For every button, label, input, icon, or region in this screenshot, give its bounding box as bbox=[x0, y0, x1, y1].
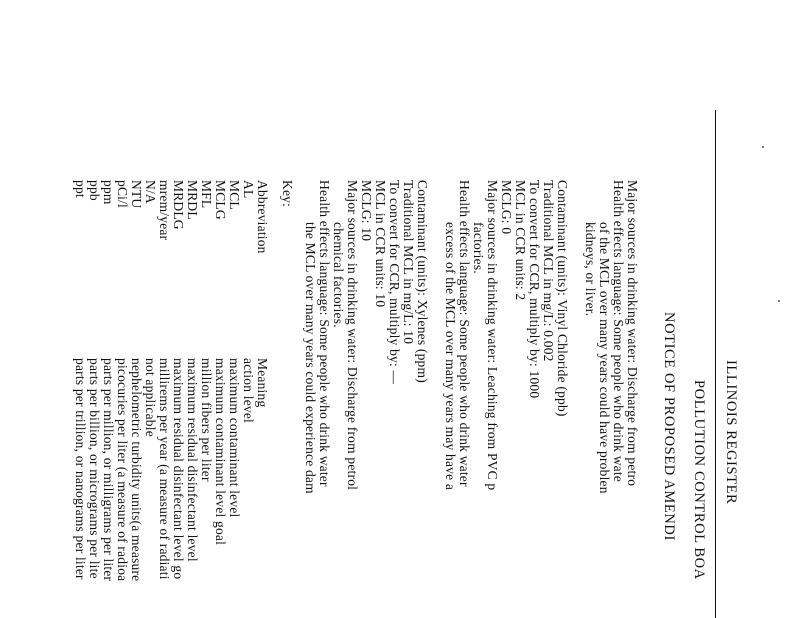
text-line: Health effects language: Some people who drink water bbox=[457, 180, 472, 487]
text-line: MCL in CCR units: 10 bbox=[373, 180, 388, 308]
abbr-cell: ppb bbox=[87, 180, 102, 201]
meaning-cell: maximum contaminant level goal bbox=[213, 358, 228, 546]
notice-heading: NOTICE OF PROPOSED AMENDI bbox=[661, 312, 677, 541]
abbr-cell: MCLG bbox=[213, 180, 228, 220]
abbr-column-header: Abbreviation bbox=[255, 180, 270, 254]
text-line: Major sources in drinking water: Discharge from petro bbox=[625, 180, 640, 487]
meaning-cell: maximum residual disinfectant level bbox=[185, 358, 200, 562]
text-line: chemical factories. bbox=[331, 222, 346, 328]
meaning-cell: millirems per year (a measure of radiati bbox=[157, 358, 172, 580]
abbr-cell: pCi/l bbox=[115, 180, 130, 209]
text-line: kidneys, or liver. bbox=[583, 222, 598, 317]
scan-speck bbox=[762, 146, 764, 148]
abbr-cell: mrem/year bbox=[157, 180, 172, 241]
abbr-cell: MRDLG bbox=[171, 180, 186, 230]
text-line: factories. bbox=[471, 222, 486, 274]
abbr-cell: AL bbox=[241, 180, 256, 199]
heading-rule bbox=[715, 110, 716, 618]
key-title: Key: bbox=[280, 180, 295, 208]
text-line: Traditional MCL in mg/L: 0.002 bbox=[541, 180, 556, 362]
text-line: To convert for CCR, multiply by: 1000 bbox=[527, 180, 542, 399]
meaning-cell: parts per billion, or micrograms per lite bbox=[87, 358, 102, 579]
meaning-cell: nephelometric turbidity units(a measure bbox=[129, 358, 144, 582]
text-line: the MCL over many years could experience dam bbox=[303, 222, 318, 494]
text-line: Contaminant (units): Vinyl Chloride (ppb) bbox=[555, 180, 570, 417]
text-line: MCLG: 10 bbox=[359, 180, 374, 242]
meaning-cell: maximum contaminant level bbox=[227, 358, 242, 518]
scan-speck bbox=[778, 300, 780, 302]
text-line: To convert for CCR, multiply by: — bbox=[387, 180, 402, 385]
meaning-cell: maximum residual disinfectant level go bbox=[171, 358, 186, 580]
text-line: Health effects language: Some people who drink water bbox=[317, 180, 332, 487]
abbr-cell: ppm bbox=[101, 180, 116, 205]
text-line: Major sources in drinking water: Leaching from PVC p bbox=[485, 180, 500, 491]
meaning-cell: million fibers per liter bbox=[199, 358, 214, 482]
meaning-column-header: Meaning bbox=[255, 358, 270, 408]
abbr-cell: MFL bbox=[199, 180, 214, 209]
text-line: MCLG: 0 bbox=[499, 180, 514, 235]
text-line: Contaminant (units): Xylenes (ppm) bbox=[415, 180, 430, 383]
meaning-cell: parts per million, or milligrams per liter bbox=[101, 358, 116, 582]
abbr-cell: ppt bbox=[73, 180, 88, 198]
text-line: Traditional MCL in mg/L: 10 bbox=[401, 180, 416, 345]
meaning-cell: action level bbox=[241, 358, 256, 423]
meaning-cell: not applicable bbox=[143, 358, 158, 437]
text-line: excess of the MCL over many years may have a bbox=[443, 222, 458, 491]
abbr-cell: MCL bbox=[227, 180, 242, 210]
abbr-cell: NTU bbox=[129, 180, 144, 209]
abbr-cell: MRDL bbox=[185, 180, 200, 220]
meaning-cell: parts per trillion, or nanograms per liter bbox=[73, 358, 88, 580]
text-line: of the MCL over many years could have problen bbox=[597, 222, 612, 494]
board-heading: POLLUTION CONTROL BOA bbox=[691, 380, 707, 580]
meaning-cell: picocuries per liter (a measure of radioa bbox=[115, 358, 130, 582]
text-line: Major sources in drinking water: Discharge from petrol bbox=[345, 180, 360, 491]
text-line: MCL in CCR units: 2 bbox=[513, 180, 528, 301]
register-heading: ILLINOIS REGISTER bbox=[723, 360, 739, 505]
abbr-cell: N/A bbox=[143, 180, 158, 204]
text-line: Health effects language: Some people who drink wate bbox=[611, 180, 626, 482]
